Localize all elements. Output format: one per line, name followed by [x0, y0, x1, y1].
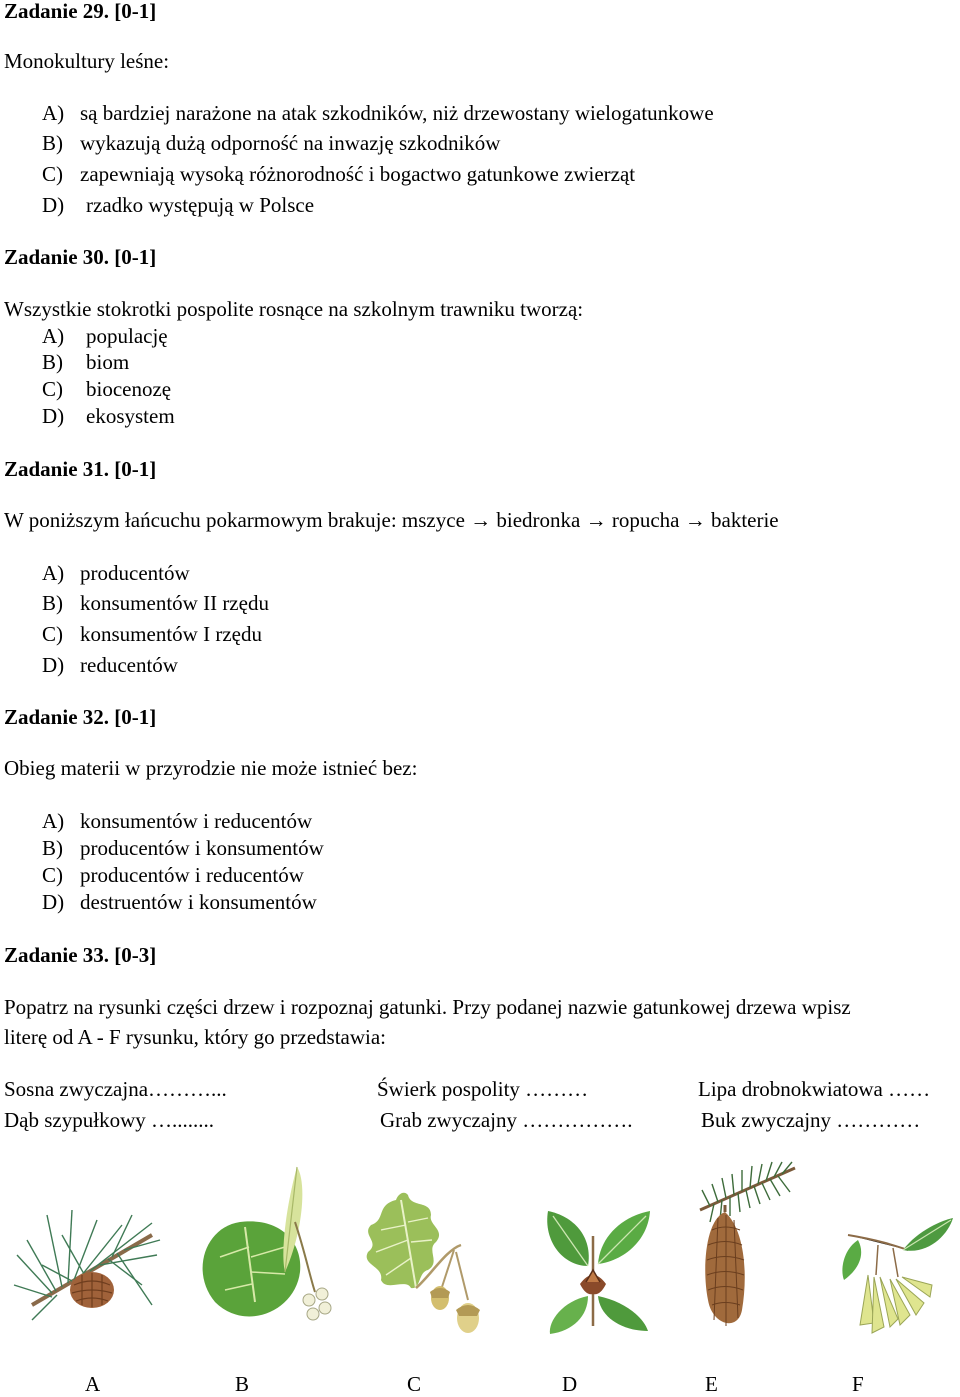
option-text: producentów i konsumentów	[80, 836, 324, 860]
option-letter: A)	[42, 101, 65, 125]
task-29-option-d[interactable]	[42, 191, 314, 219]
task-30-title: Zadanie 30. [0-1]	[4, 245, 157, 269]
spruce-cone-illustration	[690, 1160, 805, 1340]
species-swierk-answer[interactable]: Świerk pospolity ………	[377, 1077, 589, 1101]
oak-leaf-illustration	[356, 1180, 506, 1340]
species-dab-answer[interactable]: Dąb szypułkowy …........	[4, 1108, 214, 1132]
option-text: są bardziej narażone na atak szkodników, niż drzewostany wielogatunkowe	[80, 101, 714, 125]
task-29-option-c[interactable]	[42, 160, 635, 188]
option-letter: A)	[42, 324, 65, 348]
option-text: populację	[86, 324, 168, 348]
task-29-option-b[interactable]	[42, 129, 500, 157]
option-text: rzadko występują w Polsce	[86, 193, 315, 217]
option-text: biocenozę	[86, 377, 172, 401]
option-letter: C)	[42, 622, 63, 646]
option-text: konsumentów II rzędu	[80, 591, 269, 615]
task-32-option-b[interactable]	[42, 834, 324, 862]
option-letter: A)	[42, 561, 65, 585]
task-30-option-c[interactable]	[42, 375, 171, 403]
pine-branch-illustration	[12, 1195, 162, 1325]
option-text: reducentów	[80, 653, 178, 677]
option-letter: D)	[42, 193, 65, 217]
task-32-title: Zadanie 32. [0-1]	[4, 705, 157, 729]
illustration-label-e: E	[705, 1372, 718, 1396]
linden-leaf-illustration	[185, 1162, 345, 1327]
option-text: producentów i reducentów	[80, 863, 304, 887]
task-33-title: Zadanie 33. [0-3]	[4, 943, 157, 967]
option-text: konsumentów I rzędu	[80, 622, 262, 646]
hornbeam-branch-illustration	[838, 1215, 956, 1340]
task-32-option-d[interactable]	[42, 888, 317, 916]
illustration-label-d: D	[562, 1372, 578, 1396]
option-text: ekosystem	[86, 404, 175, 428]
option-letter: B)	[42, 131, 63, 155]
task-31-option-b[interactable]	[42, 589, 269, 617]
option-text: zapewniają wysoką różnorodność i bogactwo gatunkowe zwierząt	[80, 162, 636, 186]
task-32-question: Obieg materii w przyrodzie nie może istnieć bez:	[4, 756, 418, 780]
task-30-question: Wszystkie stokrotki pospolite rosnące na szkolnym trawniku tworzą:	[4, 297, 584, 321]
illustration-label-b: B	[235, 1372, 250, 1396]
species-lipa-answer[interactable]: Lipa drobnokwiatowa ……	[698, 1077, 931, 1101]
task-29-title: Zadanie 29. [0-1]	[4, 0, 157, 23]
option-letter: C)	[42, 162, 63, 186]
task-33-instruction-line-2: literę od A - F rysunku, który go przedstawia:	[4, 1025, 387, 1049]
option-letter: B)	[42, 836, 63, 860]
task-31-option-c[interactable]	[42, 620, 262, 648]
task-32-option-a[interactable]	[42, 807, 312, 835]
illustration-label-f: F	[852, 1372, 864, 1396]
task-31-question: W poniższym łańcuchu pokarmowym brakuje: mszyce → biedronka → ropucha → bakterie	[4, 508, 779, 532]
option-letter: B)	[42, 591, 63, 615]
beech-branch-illustration	[538, 1196, 658, 1336]
species-grab-answer[interactable]: Grab zwyczajny …………….	[380, 1108, 633, 1132]
option-text: biom	[86, 350, 130, 374]
illustration-label-a: A	[85, 1372, 101, 1396]
task-31-title: Zadanie 31. [0-1]	[4, 457, 157, 481]
species-buk-answer[interactable]: Buk zwyczajny …………	[701, 1108, 921, 1132]
option-text: destruentów i konsumentów	[80, 890, 317, 914]
task-30-option-d[interactable]	[42, 402, 175, 430]
option-letter: A)	[42, 809, 65, 833]
species-sosna-answer[interactable]: Sosna zwyczajna………...	[4, 1077, 227, 1101]
option-text: producentów	[80, 561, 190, 585]
option-letter: C)	[42, 377, 63, 401]
task-30-option-a[interactable]	[42, 322, 168, 350]
option-letter: D)	[42, 404, 65, 428]
option-letter: C)	[42, 863, 63, 887]
option-letter: D)	[42, 653, 65, 677]
task-30-option-b[interactable]	[42, 348, 129, 376]
task-31-option-a[interactable]	[42, 559, 190, 587]
option-text: konsumentów i reducentów	[80, 809, 313, 833]
task-32-option-c[interactable]	[42, 861, 304, 889]
option-text: wykazują dużą odporność na inwazję szkodników	[80, 131, 501, 155]
task-29-option-a[interactable]	[42, 99, 714, 127]
illustration-label-c: C	[407, 1372, 422, 1396]
task-29-question: Monokultury leśne:	[4, 49, 170, 73]
task-31-option-d[interactable]	[42, 651, 178, 679]
option-letter: B)	[42, 350, 63, 374]
option-letter: D)	[42, 890, 65, 914]
task-33-instruction-line-1: Popatrz na rysunki części drzew i rozpoznaj gatunki. Przy podanej nazwie gatunkowej drzewa wpisz	[4, 995, 851, 1019]
